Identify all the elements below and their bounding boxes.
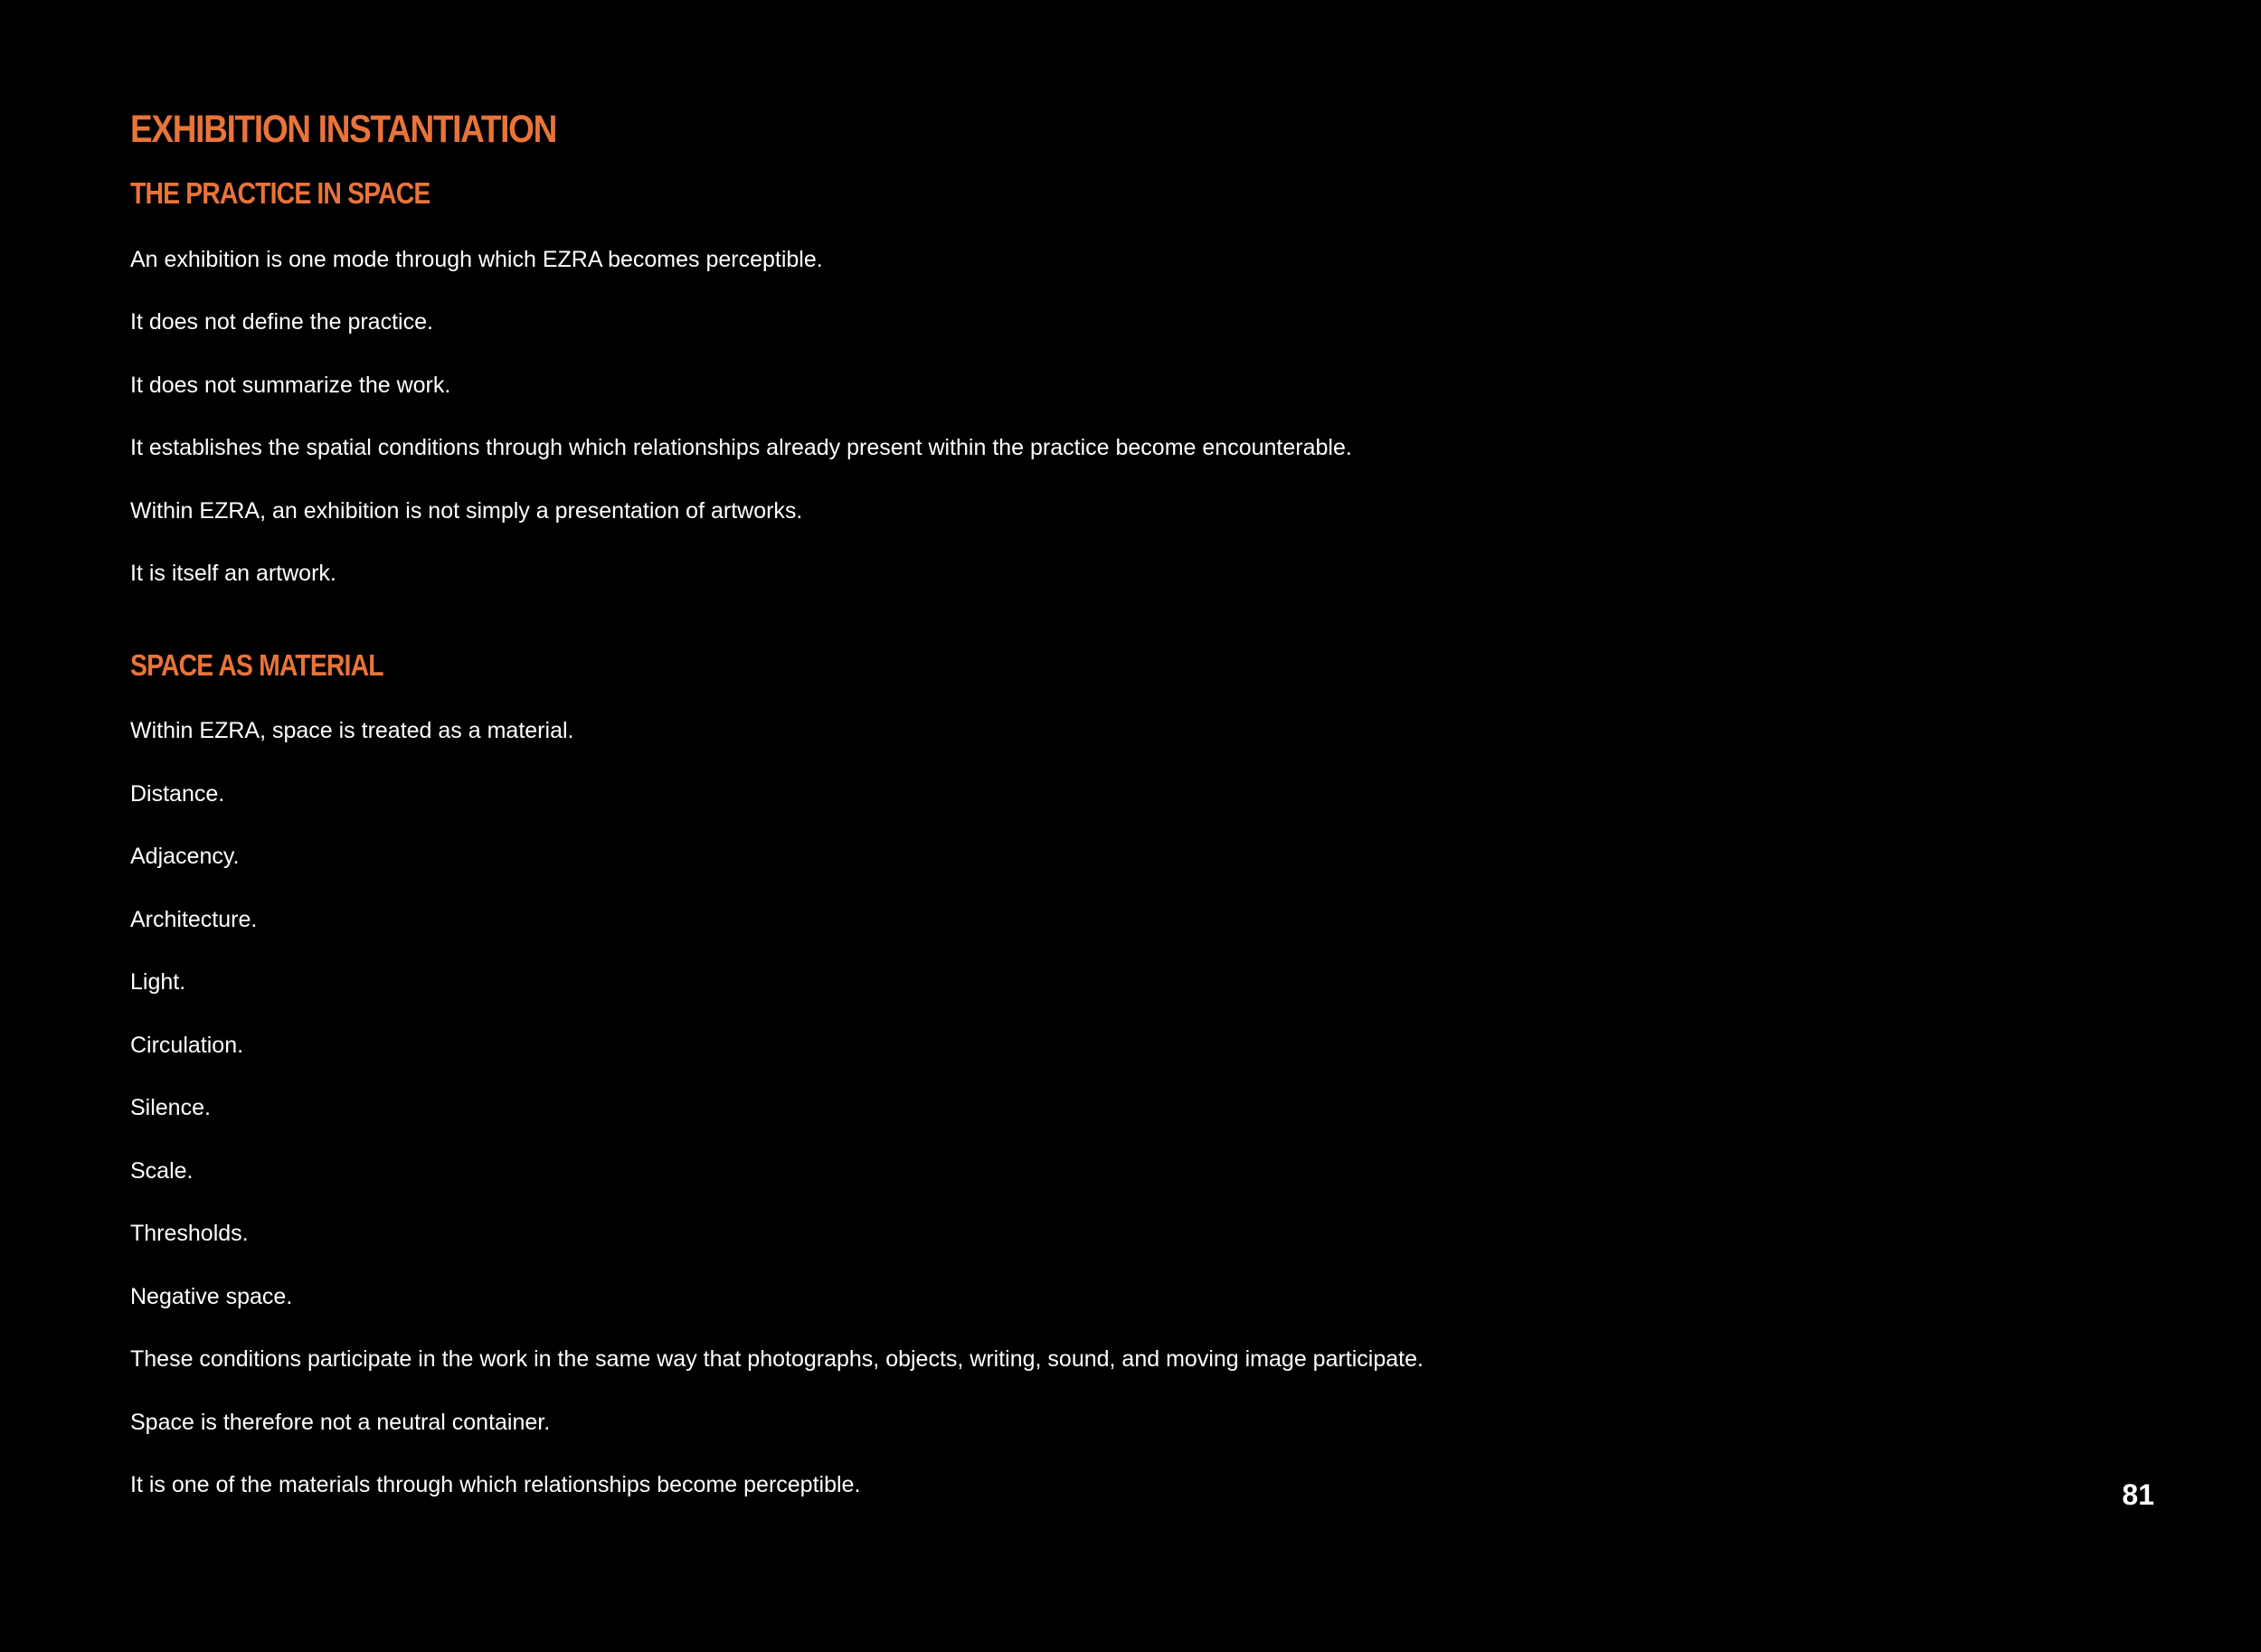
paragraph: It does not summarize the work. <box>130 373 451 398</box>
paragraph: Within EZRA, space is treated as a material. <box>130 718 574 743</box>
paragraph: Adjacency. <box>130 844 240 869</box>
paragraph: An exhibition is one mode through which EZRA becomes perceptible. <box>130 247 823 272</box>
paragraph: It establishes the spatial conditions through which relationships already present within the practice become encounterable. <box>130 435 1352 460</box>
paragraph: Light. <box>130 969 186 995</box>
paragraph: Thresholds. <box>130 1221 249 1246</box>
paragraph: Architecture. <box>130 907 258 932</box>
paragraph: Space is therefore not a neutral container. <box>130 1410 551 1435</box>
paragraph: These conditions participate in the work in the same way that photographs, objects, writing, sound, and moving image participate. <box>130 1346 1424 1372</box>
paragraph: It is one of the materials through which relationships become perceptible. <box>130 1472 861 1497</box>
paragraph: Within EZRA, an exhibition is not simply a presentation of artworks. <box>130 498 803 524</box>
page-title: EXHIBITION INSTANTIATION <box>130 108 556 151</box>
paragraph: It does not define the practice. <box>130 309 433 335</box>
page-number: 81 <box>2122 1478 2154 1511</box>
paragraph: Circulation. <box>130 1033 244 1058</box>
paragraph: It is itself an artwork. <box>130 561 336 586</box>
section-heading-space-as-material: SPACE AS MATERIAL <box>130 648 383 682</box>
paragraph: Silence. <box>130 1095 211 1120</box>
paragraph: Negative space. <box>130 1284 293 1309</box>
paragraph: Distance. <box>130 781 225 807</box>
paragraph: Scale. <box>130 1158 194 1184</box>
section-heading-practice-in-space: THE PRACTICE IN SPACE <box>130 176 430 210</box>
